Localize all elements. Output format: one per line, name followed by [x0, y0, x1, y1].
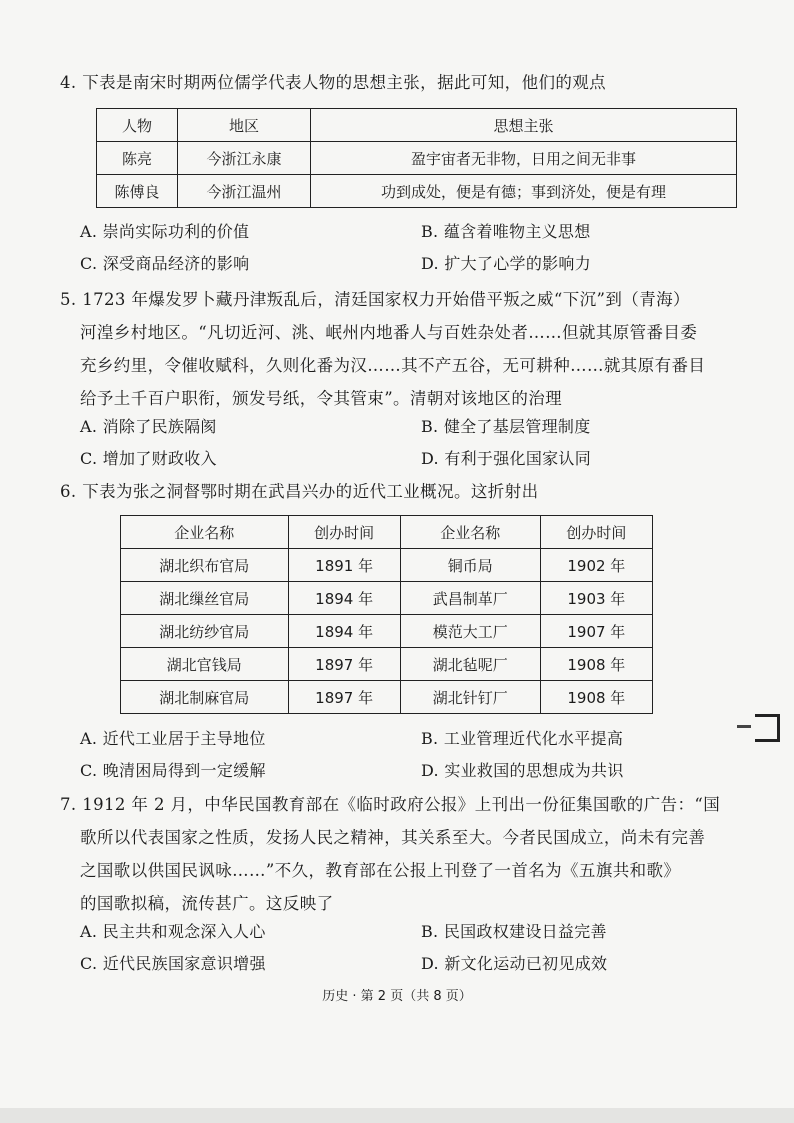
- option-d[interactable]: D. 新文化运动已初见成效: [421, 954, 608, 973]
- question-5-stem: [60, 283, 740, 415]
- table-cell: 模范大工厂: [400, 615, 540, 648]
- table-cell: 1902 年: [540, 549, 652, 582]
- table-cell: 湖北毡呢厂: [400, 648, 540, 681]
- table-cell: 1908 年: [540, 648, 652, 681]
- table-cell: 湖北织布官局: [121, 549, 289, 582]
- option-b[interactable]: B. 蕴含着唯物主义思想: [421, 222, 591, 241]
- table-cell: 湖北纺纱官局: [121, 615, 289, 648]
- scan-bracket-icon: [755, 714, 780, 742]
- question-4-table: [96, 108, 737, 208]
- option-b[interactable]: B. 民国政权建设日益完善: [421, 922, 607, 941]
- table-cell: 功到成处，便是有德；事到济处，便是有理: [311, 175, 737, 208]
- option-b[interactable]: B. 健全了基层管理制度: [421, 417, 591, 436]
- table-header-row: [121, 516, 653, 549]
- table-cell: 盈宇宙者无非物，日用之间无非事: [311, 142, 737, 175]
- table-header-cell: 思想主张: [311, 109, 737, 142]
- question-4-line: 4. 下表是南宋时期两位儒学代表人物的思想主张，据此可知，他们的观点: [60, 73, 607, 92]
- table-header-cell: 创办时间: [288, 516, 400, 549]
- question-6-line: 6. 下表为张之洞督鄂时期在武昌兴办的近代工业概况。这折射出: [60, 482, 539, 501]
- table-cell: 1891 年: [288, 549, 400, 582]
- table-cell: 湖北针钉厂: [400, 681, 540, 714]
- question-7-line: 7. 1912 年 2 月，中华民国教育部在《临时政府公报》上刊出一份征集国歌的广告：“国: [60, 795, 721, 814]
- question-4-stem: [60, 66, 740, 99]
- question-5-line: 充乡约里，令催收赋科，久则化番为汉……其不产五谷，无可耕种……就其原有番目: [80, 356, 706, 375]
- question-6-table: [120, 515, 653, 714]
- table-cell: 陈傅良: [97, 175, 178, 208]
- table-row: [121, 681, 653, 714]
- question-4-options: [60, 216, 740, 280]
- table-header-cell: 地区: [178, 109, 311, 142]
- option-a[interactable]: A. 民主共和观念深入人心: [80, 922, 266, 941]
- table-row: [97, 142, 737, 175]
- table-row: [121, 615, 653, 648]
- question-7-line: 歌所以代表国家之性质，发扬人民之精神，其关系至大。今者民国成立，尚未有完善: [80, 828, 706, 847]
- question-7-line: 的国歌拟稿，流传甚广。这反映了: [80, 894, 334, 913]
- table-cell: 武昌制革厂: [400, 582, 540, 615]
- table-cell: 湖北官钱局: [121, 648, 289, 681]
- table-cell: 铜币局: [400, 549, 540, 582]
- option-c[interactable]: C. 近代民族国家意识增强: [80, 954, 266, 973]
- table-cell: 1907 年: [540, 615, 652, 648]
- option-a[interactable]: A. 近代工业居于主导地位: [80, 729, 266, 748]
- table-cell: 1897 年: [288, 648, 400, 681]
- question-5-options: [60, 411, 740, 475]
- option-a[interactable]: A. 崇尚实际功利的价值: [80, 222, 250, 241]
- option-c[interactable]: C. 增加了财政收入: [80, 449, 217, 468]
- option-a[interactable]: A. 消除了民族隔阂: [80, 417, 217, 436]
- option-b[interactable]: B. 工业管理近代化水平提高: [421, 729, 624, 748]
- scan-edge-divider: [0, 1108, 794, 1123]
- question-7-stem: [60, 788, 740, 920]
- page-footer: 历史 · 第 2 页（共 8 页）: [322, 989, 472, 1004]
- question-6-stem: [60, 475, 740, 508]
- table-row: [121, 582, 653, 615]
- table-header-cell: 企业名称: [400, 516, 540, 549]
- table-header-cell: 企业名称: [121, 516, 289, 549]
- table-cell: 今浙江温州: [178, 175, 311, 208]
- table-cell: 湖北制麻官局: [121, 681, 289, 714]
- table-row: [121, 549, 653, 582]
- question-5-line: 给予土千百户职衔，颁发号纸，令其管束”。清朝对该地区的治理: [80, 389, 563, 408]
- table-header-row: [97, 109, 737, 142]
- option-d[interactable]: D. 有利于强化国家认同: [421, 449, 592, 468]
- question-5-line: 5. 1723 年爆发罗卜藏丹津叛乱后，清廷国家权力开始借平叛之威“下沉”到（青海）: [60, 290, 690, 309]
- question-6-options: [60, 723, 740, 787]
- option-c[interactable]: C. 晚清困局得到一定缓解: [80, 761, 266, 780]
- table-cell: 1894 年: [288, 582, 400, 615]
- table-cell: 1897 年: [288, 681, 400, 714]
- question-7-line: 之国歌以供国民讽咏……”不久，教育部在公报上刊登了一首名为《五旗共和歌》: [80, 861, 681, 880]
- table-row: [121, 648, 653, 681]
- table-cell: 陈亮: [97, 142, 178, 175]
- table-cell: 湖北缫丝官局: [121, 582, 289, 615]
- table-header-cell: 人物: [97, 109, 178, 142]
- table-header-cell: 创办时间: [540, 516, 652, 549]
- table-cell: 1894 年: [288, 615, 400, 648]
- question-7-options: [60, 916, 740, 980]
- table-cell: 今浙江永康: [178, 142, 311, 175]
- table-cell: 1908 年: [540, 681, 652, 714]
- table-row: [97, 175, 737, 208]
- option-c[interactable]: C. 深受商品经济的影响: [80, 254, 250, 273]
- question-5-line: 河湟乡村地区。“凡切近河、洮、岷州内地番人与百姓杂处者……但就其原管番目委: [80, 323, 698, 342]
- option-d[interactable]: D. 实业救国的思想成为共识: [421, 761, 624, 780]
- table-cell: 1903 年: [540, 582, 652, 615]
- option-d[interactable]: D. 扩大了心学的影响力: [421, 254, 592, 273]
